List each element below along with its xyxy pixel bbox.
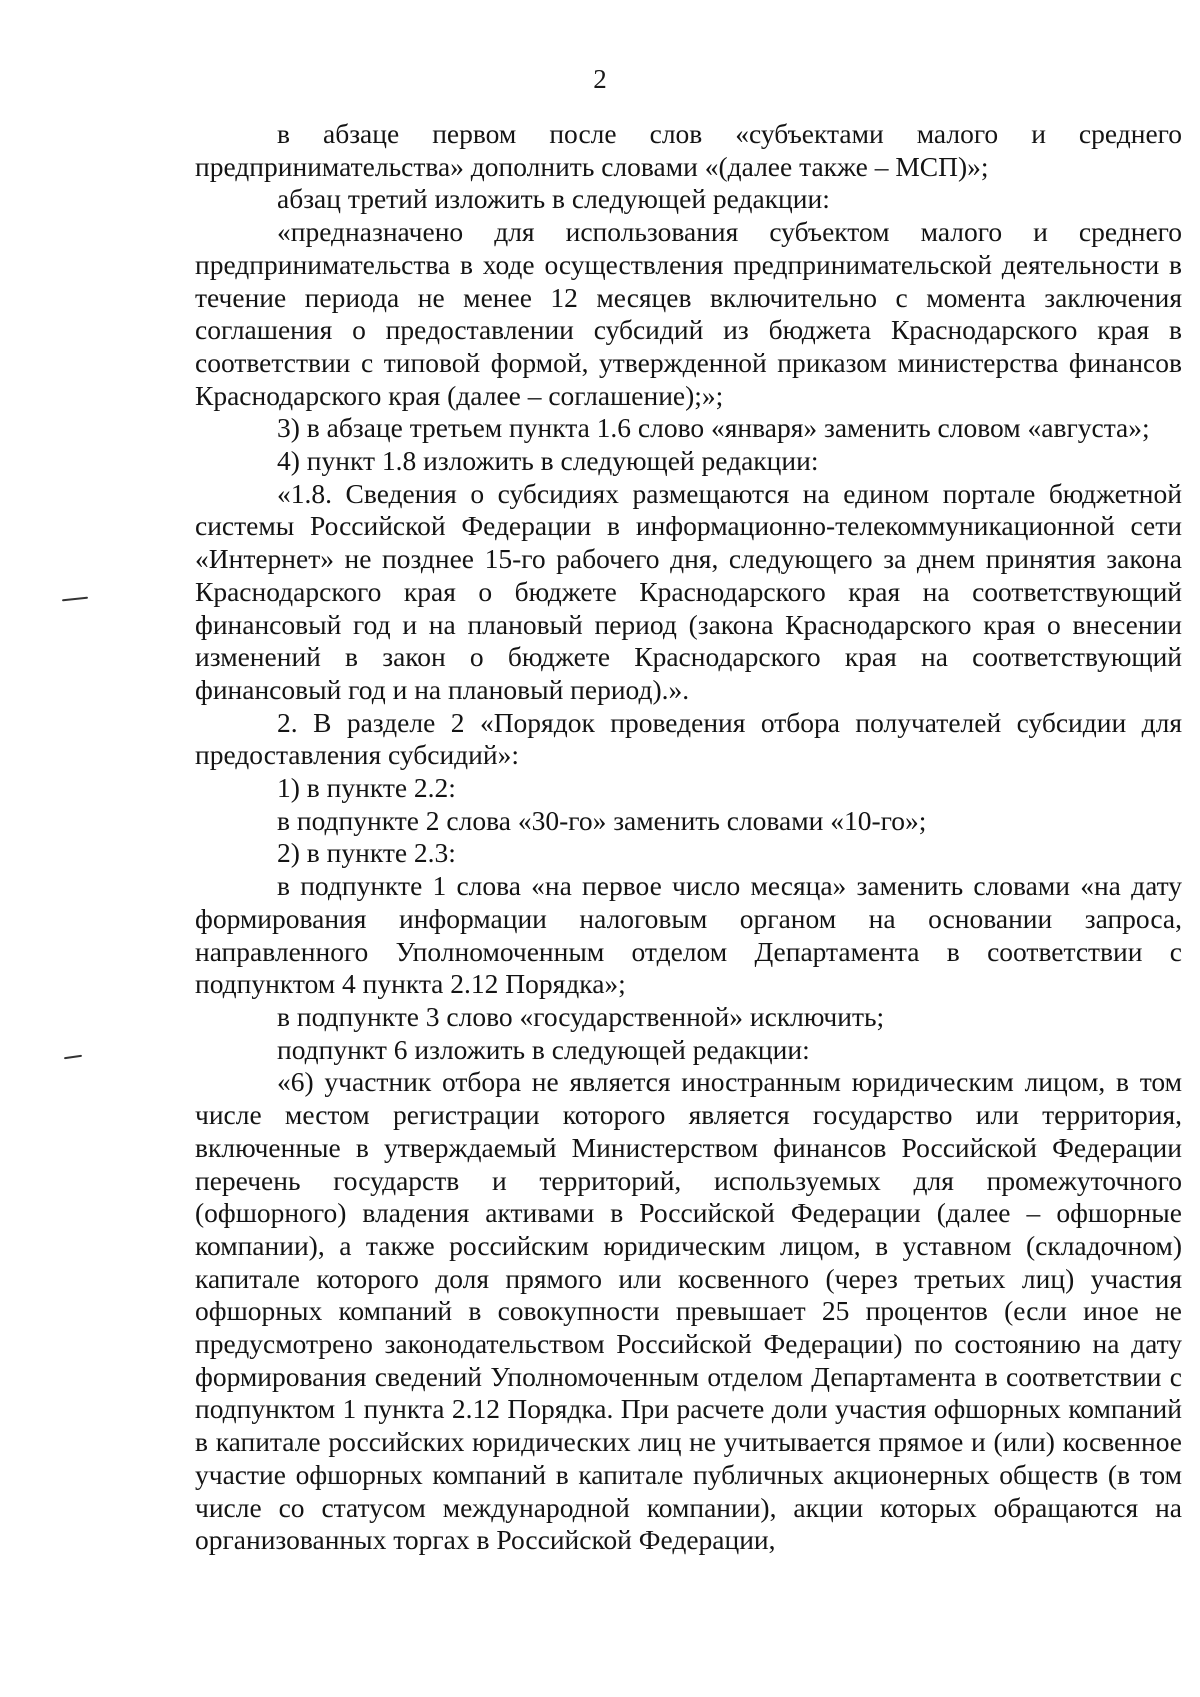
paragraph: 2. В разделе 2 «Порядок проведения отбора получателей субсидии для предоставления субсидий»: — [195, 706, 1182, 771]
margin-pen-mark — [62, 597, 88, 602]
paragraph: абзац третий изложить в следующей редакции: — [277, 183, 830, 215]
paragraph: в подпункте 1 слова «на первое число месяца» заменить словами «на дату формирования информации налоговым органом на основании запроса, направленного Уполномоченным отделом Департамента в соответствии с подпунктом 4 пункта 2.12 Порядка»; — [195, 870, 1182, 1000]
paragraph: 3) в абзаце третьем пункта 1.6 слово «января» заменить словом «августа»; — [277, 412, 1150, 444]
paragraph: в подпункте 2 слова «30-го» заменить словами «10-го»; — [277, 804, 927, 836]
paragraph: в подпункте 3 слово «государственной» исключить; — [277, 1000, 885, 1032]
paragraph: «предназначено для использования субъектом малого и среднего предпринимательства в ходе осуществления предпринимательской деятельности в течение периода не менее 12 месяцев включительно с момента заключения соглашения о предоставлении субсидий из бюджета Краснодарского края в соответствии с типовой формой, утвержденной приказом министерства финансов Краснодарского края (далее – соглашение);»; — [195, 216, 1182, 411]
paragraph: подпункт 6 изложить в следующей редакции: — [277, 1033, 810, 1065]
paragraph: в абзаце первом после слов «субъектами малого и среднего предпринимательства» дополнить словами «(далее также – МСП)»; — [195, 118, 1182, 182]
document-body — [195, 118, 1182, 1557]
paragraph: «6) участник отбора не является иностранным юридическим лицом, в том числе местом регистрации которого является государство или территория, включенные в утверждаемый Министерством финансов Российской Федерации перечень государств и территорий, используемых для промежуточного (офшорного) владения активами в Российской Федерации (далее – офшорные компании), а также российским юридическим лицом, в уставном (складочном) капитале которого доля прямого или косвенного (через третьих лиц) участия офшорных компаний в совокупности превышает 25 процентов (если иное не предусмотрено законодательством Российской Федерации) по состоянию на дату формирования сведений Уполномоченным отделом Департамента в соответствии с подпунктом 1 пункта 2.12 Порядка. При расчете доли участия офшорных компаний в капитале российских юридических лиц не учитывается прямое и (или) косвенное участие офшорных компаний в капитале публичных акционерных обществ (в том числе со статусом международной компании), акции которых обращаются на организованных торгах в Российской Федерации, — [195, 1066, 1182, 1556]
paragraph: «1.8. Сведения о субсидиях размещаются на едином портале бюджетной системы Российской Федерации в информационно-телекоммуникационной сети «Интернет» не позднее 15-го рабочего дня, следующего за днем принятия закона Краснодарского края о бюджете Краснодарского края на соответствующий финансовый год и на плановый период (закона Краснодарского края о внесении изменений в закон о бюджете Краснодарского края на соответствующий финансовый год и на плановый период).». — [195, 477, 1182, 705]
paragraph: 4) пункт 1.8 изложить в следующей редакции: — [277, 445, 819, 477]
paragraph: 2) в пункте 2.3: — [277, 837, 456, 869]
paragraph: 1) в пункте 2.2: — [277, 772, 456, 804]
margin-pen-mark — [64, 1055, 82, 1059]
page-number: 2 — [593, 64, 607, 94]
